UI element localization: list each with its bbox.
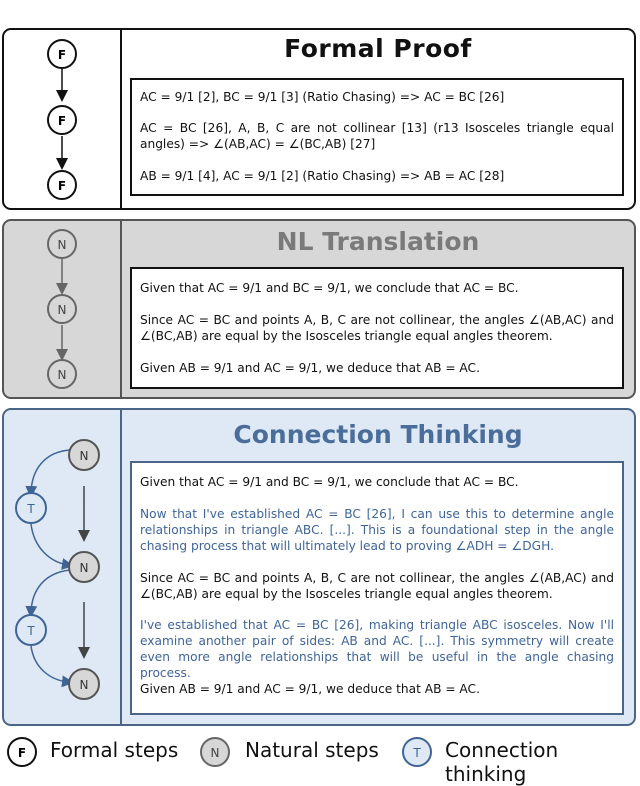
legend-connection-node (403, 738, 431, 766)
conn-line-2: Since AC = BC and points A, B, C are not collinear, the angles ∠(AB,AC) and ∠(BC,AB) are equal by the Isosceles triangle equal angles theorem. (140, 571, 614, 601)
arrow (31, 524, 68, 565)
svg-text:T: T (413, 746, 421, 760)
formal-steps-graph (4, 30, 122, 208)
svg-text:N: N (79, 449, 89, 463)
natural-node (48, 360, 76, 388)
arrow (31, 450, 70, 492)
natural-node (69, 552, 99, 582)
formal-line-2: AC = BC [26], A, B, C are not collinear [13] (r13 Isosceles triangle equal angles) => ∠(AB,AC) = ∠(BC,AB) [27] (140, 121, 614, 151)
legend-natural-label: Natural steps (245, 738, 379, 762)
connection-graph (4, 410, 122, 724)
legend-connection-label: Connection thinking (445, 738, 559, 786)
legend (0, 733, 640, 786)
natural-node (69, 669, 99, 699)
svg-text:F: F (57, 114, 67, 128)
svg-text:F: F (57, 179, 67, 193)
formal-steps-diagram (4, 30, 120, 208)
nl-line-2: Since AC = BC and points A, B, C are not collinear, the angles ∠(AB,AC) and ∠(BC,AB) are equal by the Isosceles triangle equal angles theorem. (140, 313, 614, 343)
nl-translation-panel (2, 219, 636, 399)
formal-proof-box (130, 78, 624, 196)
natural-node (48, 230, 76, 258)
natural-steps-diagram (4, 221, 120, 397)
connection-thinking-title: Connection Thinking (233, 420, 523, 449)
natural-node (48, 295, 76, 323)
nl-line-1: Given that AC = 9/1 and BC = 9/1, we conclude that AC = BC. (140, 281, 519, 295)
svg-text:N: N (79, 678, 89, 692)
svg-text:T: T (27, 502, 35, 516)
arrow (31, 570, 70, 612)
formal-proof-panel (2, 28, 636, 210)
connection-thinking-box (130, 461, 624, 715)
nl-translation-box (130, 267, 624, 389)
svg-text:N: N (57, 303, 67, 317)
natural-steps-graph (4, 221, 122, 397)
formal-node (48, 106, 76, 134)
svg-text:F: F (17, 746, 27, 760)
connection-diagram (4, 410, 120, 724)
formal-node (48, 40, 76, 68)
formal-node (48, 171, 76, 199)
arrow (31, 646, 68, 682)
connection-thinking-panel (2, 408, 636, 726)
formal-line-1: AC = 9/1 [2], BC = 9/1 [3] (Ratio Chasing) => AC = BC [26] (140, 90, 505, 104)
formal-line-3: AB = 9/1 [4], AC = 9/1 [2] (Ratio Chasing) => AB = AC [28] (140, 169, 505, 183)
connection-node (16, 493, 46, 523)
legend-formal-node (8, 738, 36, 766)
svg-text:N: N (57, 238, 67, 252)
conn-thought-2: I've established that AC = BC [26], making triangle ABC isosceles. Now I'll examine another pair of sides: AB and AC. [...]. This symmetry will create even more angle relationships that will be useful in the angle chasing process. (140, 618, 614, 680)
svg-text:F: F (57, 48, 67, 62)
legend-formal-label: Formal steps (50, 738, 179, 762)
svg-text:N: N (79, 561, 89, 575)
nl-line-3: Given AB = 9/1 and AC = 9/1, we deduce that AB = AC. (140, 361, 480, 375)
conn-thought-1: Now that I've established AC = BC [26], I can use this to determine angle relationships in triangle ABC. [...]. This is a foundational step in the angle chasing process that will ultimately lead to proving ∠ADH = ∠DGH. (140, 507, 614, 553)
svg-text:T: T (27, 624, 35, 638)
natural-node (69, 440, 99, 470)
connection-node (16, 615, 46, 645)
svg-text:N: N (210, 746, 220, 760)
nl-translation-title: NL Translation (276, 227, 480, 256)
conn-line-3: Given AB = 9/1 and AC = 9/1, we deduce that AB = AC. (140, 682, 480, 696)
conn-line-1: Given that AC = 9/1 and BC = 9/1, we conclude that AC = BC. (140, 475, 519, 489)
svg-text:N: N (57, 368, 67, 382)
legend-natural-node (201, 738, 229, 766)
formal-proof-title: Formal Proof (284, 34, 472, 63)
